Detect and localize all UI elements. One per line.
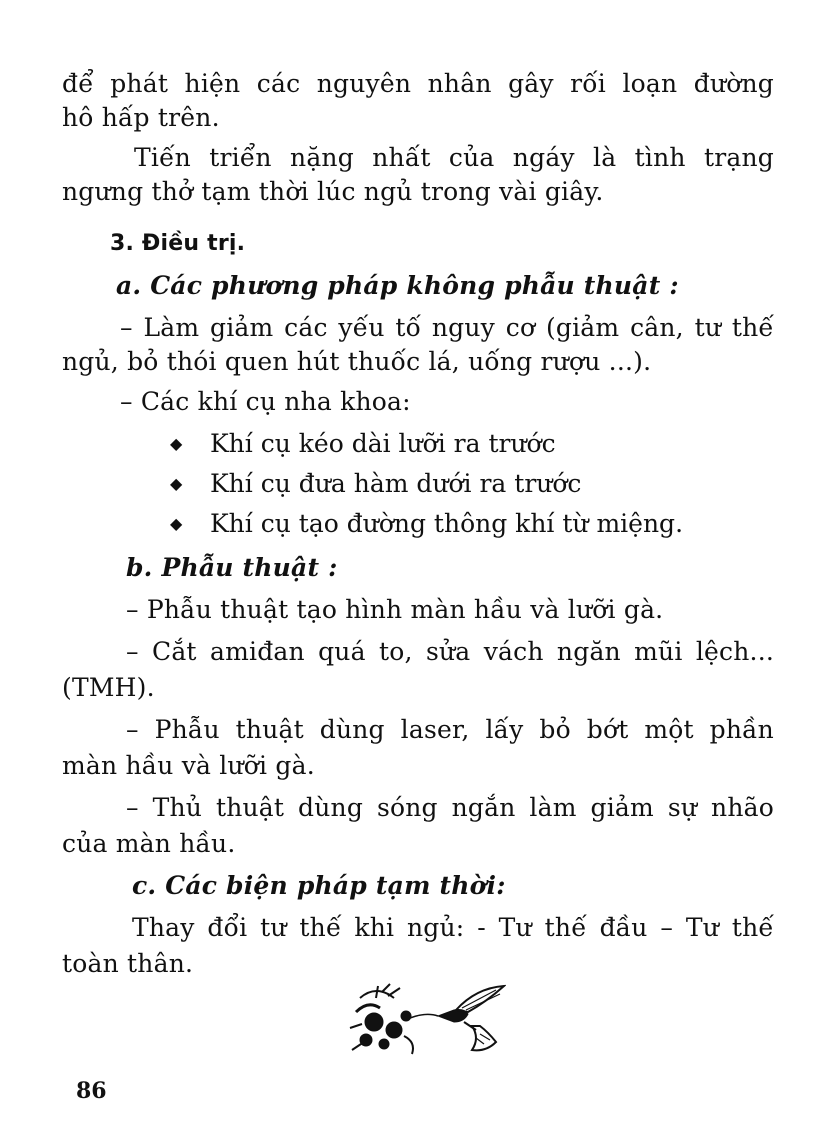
bullet-text: Khí cụ đưa hàm dưới ra trước — [210, 469, 582, 498]
bullet-item — [170, 468, 730, 500]
paragraph-line: toàn thân. — [62, 949, 194, 978]
paragraph-line: – Cắt amiđan quá to, sửa vách ngăn mũi lệch... — [126, 637, 774, 666]
paragraph-line: – Thủ thuật dùng sóng ngắn làm giảm sự nhão — [126, 793, 774, 822]
section-heading: 3. Điều trị. — [110, 231, 246, 256]
paragraph-line: ngủ, bỏ thói quen hút thuốc lá, uống rượu ...). — [62, 347, 652, 376]
subsection-heading-b: b. Phẫu thuật : — [126, 553, 338, 582]
paragraph-line: – Các khí cụ nha khoa: — [120, 387, 411, 416]
paragraph-line: để phát hiện các nguyên nhân gây rối loạn đường — [62, 69, 774, 98]
paragraph-line: Thay đổi tư thế khi ngủ: - Tư thế đầu – Tư thế — [132, 913, 774, 942]
subsection-heading-a: a. Các phương pháp không phẫu thuật : — [116, 271, 679, 300]
paragraph-line: hô hấp trên. — [62, 103, 220, 132]
bullet-text: Khí cụ kéo dài lưỡi ra trước — [210, 429, 556, 458]
diamond-bullet-icon: ◆ — [170, 514, 183, 533]
diamond-bullet-icon: ◆ — [170, 474, 183, 493]
diamond-bullet-icon: ◆ — [170, 434, 183, 453]
paragraph-line: – Phẫu thuật dùng laser, lấy bỏ bớt một phần — [126, 715, 774, 744]
paragraph-line: của màn hầu. — [62, 829, 236, 858]
bullet-text: Khí cụ tạo đường thông khí từ miệng. — [210, 509, 684, 538]
bullet-item — [170, 428, 730, 460]
paragraph-line: – Phẫu thuật tạo hình màn hầu và lưỡi gà. — [126, 595, 664, 624]
flower-hummingbird-ornament-icon — [346, 978, 506, 1056]
bullet-item — [170, 508, 730, 540]
paragraph-line: màn hầu và lưỡi gà. — [62, 751, 315, 780]
paragraph-line: ngưng thở tạm thời lúc ngủ trong vài giây. — [62, 177, 604, 206]
paragraph-line: Tiến triển nặng nhất của ngáy là tình trạng — [134, 143, 774, 172]
paragraph-line: (TMH). — [62, 673, 155, 702]
paragraph-line: – Làm giảm các yếu tố nguy cơ (giảm cân, tư thế — [120, 313, 774, 342]
subsection-heading-c: c. Các biện pháp tạm thời: — [132, 871, 506, 900]
page-number: 86 — [76, 1078, 107, 1104]
